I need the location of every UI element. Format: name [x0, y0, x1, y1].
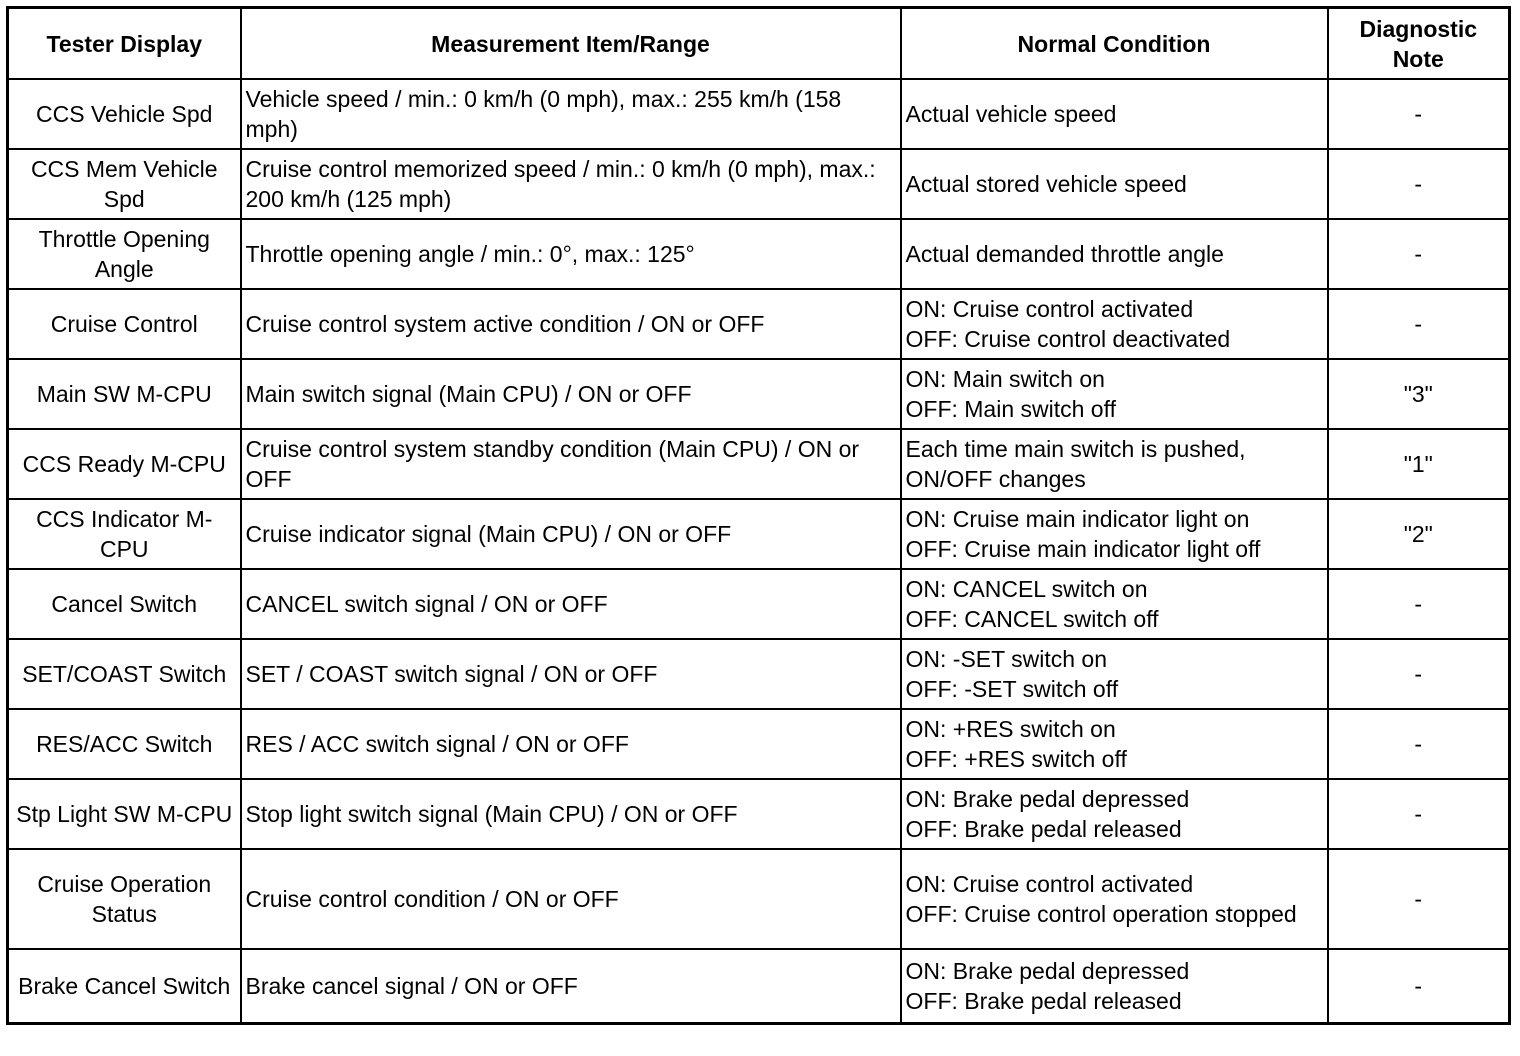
- measurement-cell: SET / COAST switch signal / ON or OFF: [241, 639, 901, 709]
- normal-condition-on-line: ON: Main switch on: [905, 366, 1105, 392]
- normal-condition-cell: [901, 639, 1328, 709]
- measurement-cell: Main switch signal (Main CPU) / ON or OFF: [241, 359, 901, 429]
- normal-condition-cell: [901, 849, 1328, 949]
- tester-display-cell: Cancel Switch: [8, 569, 241, 639]
- normal-condition-off-line: OFF: Cruise control operation stopped: [905, 901, 1297, 927]
- diagnostic-note-cell: -: [1328, 949, 1510, 1024]
- diagnostic-note-cell: -: [1328, 639, 1510, 709]
- table-row: [8, 219, 1510, 289]
- diagnostic-note-cell: -: [1328, 849, 1510, 949]
- tester-display-cell: CCS Vehicle Spd: [8, 79, 241, 149]
- normal-condition-off-line: OFF: -SET switch off: [905, 676, 1119, 702]
- normal-condition-on-line: ON: +RES switch on: [905, 716, 1116, 742]
- normal-condition-off-line: OFF: Cruise control deactivated: [905, 326, 1231, 352]
- tester-display-cell: Main SW M-CPU: [8, 359, 241, 429]
- normal-condition-cell: [901, 79, 1328, 149]
- diagnostic-note-cell: -: [1328, 779, 1510, 849]
- tester-display-cell: Brake Cancel Switch: [8, 949, 241, 1024]
- diagnostic-note-cell: -: [1328, 569, 1510, 639]
- tester-display-cell: Throttle Opening Angle: [8, 219, 241, 289]
- normal-condition-on-line: ON: Brake pedal depressed: [905, 786, 1190, 812]
- table-row: [8, 949, 1510, 1024]
- measurement-cell: Throttle opening angle / min.: 0°, max.: 125°: [241, 219, 901, 289]
- normal-condition-off-line: OFF: Main switch off: [905, 396, 1116, 422]
- table-row: [8, 569, 1510, 639]
- table-row: [8, 499, 1510, 569]
- header-measurement-item: Measurement Item/Range: [241, 8, 901, 80]
- normal-condition-cell: [901, 569, 1328, 639]
- measurement-cell: Brake cancel signal / ON or OFF: [241, 949, 901, 1024]
- measurement-cell: Vehicle speed / min.: 0 km/h (0 mph), max.: 255 km/h (158 mph): [241, 79, 901, 149]
- diagnostic-note-cell: "3": [1328, 359, 1510, 429]
- measurement-cell: Cruise control memorized speed / min.: 0 km/h (0 mph), max.: 200 km/h (125 mph): [241, 149, 901, 219]
- table-row: [8, 429, 1510, 499]
- tester-display-cell: CCS Indicator M-CPU: [8, 499, 241, 569]
- measurement-cell: Cruise control system standby condition (Main CPU) / ON or OFF: [241, 429, 901, 499]
- table-row: [8, 359, 1510, 429]
- diagnostic-note-cell: "2": [1328, 499, 1510, 569]
- header-row: [8, 8, 1510, 80]
- normal-condition-on-line: ON: Cruise main indicator light on: [905, 506, 1250, 532]
- normal-condition-off-line: OFF: Cruise main indicator light off: [905, 536, 1261, 562]
- measurement-cell: CANCEL switch signal / ON or OFF: [241, 569, 901, 639]
- header-diagnostic-note: Diagnostic Note: [1328, 8, 1510, 80]
- normal-condition-on-line: ON: Cruise control activated: [905, 296, 1194, 322]
- normal-condition-cell: [901, 709, 1328, 779]
- diagnostic-note-cell: -: [1328, 79, 1510, 149]
- header-tester-display: Tester Display: [8, 8, 241, 80]
- normal-condition-line: Actual demanded throttle angle: [905, 241, 1224, 267]
- diagnostic-note-cell: -: [1328, 149, 1510, 219]
- normal-condition-off-line: OFF: +RES switch off: [905, 746, 1127, 772]
- diagnostic-note-cell: -: [1328, 709, 1510, 779]
- normal-condition-cell: [901, 499, 1328, 569]
- diagnostic-note-cell: "1": [1328, 429, 1510, 499]
- header-normal-condition: Normal Condition: [901, 8, 1328, 80]
- table-row: [8, 289, 1510, 359]
- normal-condition-off-line: OFF: CANCEL switch off: [905, 606, 1159, 632]
- measurement-cell: Cruise indicator signal (Main CPU) / ON or OFF: [241, 499, 901, 569]
- table-row: [8, 849, 1510, 949]
- normal-condition-cell: [901, 359, 1328, 429]
- normal-condition-line: Actual vehicle speed: [905, 101, 1117, 127]
- table-row: [8, 639, 1510, 709]
- diagnostic-note-cell: -: [1328, 289, 1510, 359]
- measurement-cell: Cruise control condition / ON or OFF: [241, 849, 901, 949]
- normal-condition-line: Each time main switch is pushed, ON/OFF changes: [905, 436, 1246, 492]
- tester-display-cell: Stp Light SW M-CPU: [8, 779, 241, 849]
- table-row: [8, 779, 1510, 849]
- normal-condition-cell: [901, 429, 1328, 499]
- diagnostic-note-cell: -: [1328, 219, 1510, 289]
- tester-display-cell: CCS Ready M-CPU: [8, 429, 241, 499]
- normal-condition-line: Actual stored vehicle speed: [905, 171, 1187, 197]
- normal-condition-on-line: ON: Cruise control activated: [905, 871, 1194, 897]
- normal-condition-on-line: ON: -SET switch on: [905, 646, 1108, 672]
- measurement-cell: Stop light switch signal (Main CPU) / ON or OFF: [241, 779, 901, 849]
- normal-condition-off-line: OFF: Brake pedal released: [905, 988, 1182, 1014]
- tester-display-cell: RES/ACC Switch: [8, 709, 241, 779]
- measurement-cell: Cruise control system active condition / ON or OFF: [241, 289, 901, 359]
- diagnostic-data-table: [6, 6, 1511, 1025]
- table-row: [8, 149, 1510, 219]
- normal-condition-cell: [901, 149, 1328, 219]
- normal-condition-cell: [901, 289, 1328, 359]
- normal-condition-cell: [901, 219, 1328, 289]
- measurement-cell: RES / ACC switch signal / ON or OFF: [241, 709, 901, 779]
- normal-condition-cell: [901, 949, 1328, 1024]
- tester-display-cell: Cruise Control: [8, 289, 241, 359]
- tester-display-cell: Cruise Operation Status: [8, 849, 241, 949]
- tester-display-cell: SET/COAST Switch: [8, 639, 241, 709]
- normal-condition-cell: [901, 779, 1328, 849]
- normal-condition-on-line: ON: Brake pedal depressed: [905, 958, 1190, 984]
- table-row: [8, 79, 1510, 149]
- tester-display-cell: CCS Mem Vehicle Spd: [8, 149, 241, 219]
- table-row: [8, 709, 1510, 779]
- normal-condition-off-line: OFF: Brake pedal released: [905, 816, 1182, 842]
- normal-condition-on-line: ON: CANCEL switch on: [905, 576, 1148, 602]
